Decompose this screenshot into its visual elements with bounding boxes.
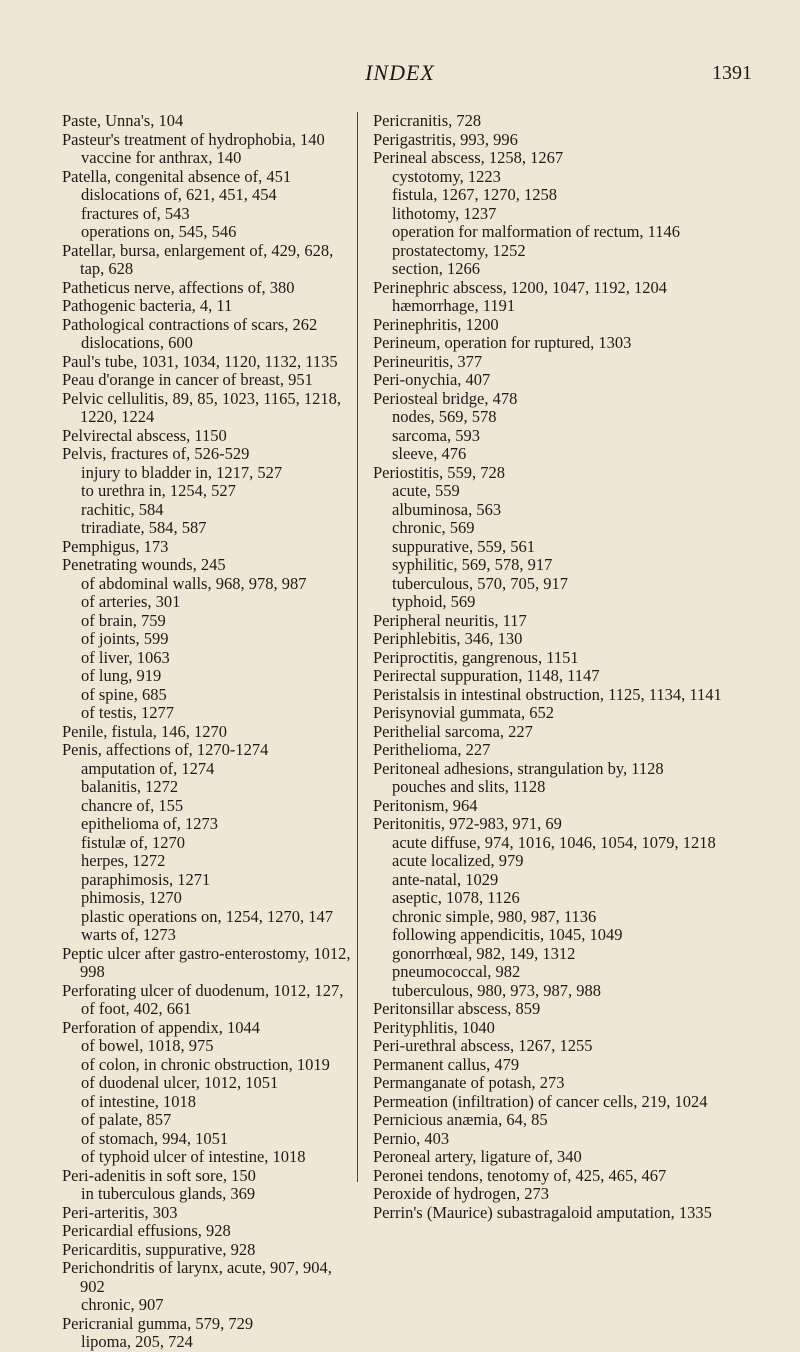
index-entry: Perisynovial gummata, 652 — [373, 703, 555, 722]
index-entry: Perichondritis of larynx, acute, 907, 904, 902 — [62, 1258, 332, 1296]
index-entry: Perforation of appendix, 1044 — [62, 1017, 260, 1037]
index-entry: Perigastritis, 993, 996 — [373, 129, 518, 149]
index-subentry: of typhoid ulcer of intestine, 1018 — [81, 1147, 306, 1166]
index-subentry: of arteries, 301 — [81, 592, 181, 611]
index-subentry: of testis, 1277 — [81, 703, 175, 722]
index-entry: Peri-urethral abscess, 1267, 1255 — [373, 1036, 593, 1055]
index-entry: Pemphigus, 173 — [62, 536, 169, 556]
index-subentry: of joints, 599 — [81, 629, 169, 648]
index-subentry: paraphimosis, 1271 — [81, 869, 211, 889]
page-header — [0, 60, 800, 90]
index-entry: Pathogenic bacteria, 4, 11 — [62, 296, 233, 315]
index-entry: Peau d'orange in cancer of breast, 951 — [62, 370, 313, 389]
index-subentry: hæmorrhage, 1191 — [392, 296, 516, 315]
index-entry: Perineal abscess, 1258, 1267 — [373, 148, 564, 167]
index-entry: Peroxide of hydrogen, 273 — [373, 1184, 549, 1203]
index-entry: Perirectal suppuration, 1148, 1147 — [373, 666, 600, 685]
index-subentry: prostatectomy, 1252 — [392, 240, 526, 260]
index-subentry: acute diffuse, 974, 1016, 1046, 1054, 1079, 1218 — [392, 832, 716, 852]
index-entry: Patellar, bursa, enlargement of, 429, 628, tap, 628 — [62, 240, 334, 278]
index-subentry: balanitis, 1272 — [81, 777, 179, 796]
index-entry: Permanganate of potash, 273 — [373, 1073, 565, 1092]
index-subentry: typhoid, 569 — [392, 592, 476, 611]
index-subentry: triradiate, 584, 587 — [81, 518, 207, 537]
index-column-left — [62, 112, 352, 1352]
index-subentry: of bowel, 1018, 975 — [81, 1036, 214, 1055]
index-entry: Peritonitis, 972-983, 971, 69 — [373, 814, 562, 833]
index-subentry: rachitic, 584 — [81, 499, 164, 519]
index-entry: Peritonsillar abscess, 859 — [373, 999, 541, 1018]
index-entry: Peroneal artery, ligature of, 340 — [373, 1147, 582, 1166]
page-title: INDEX — [365, 60, 435, 85]
index-entry: Peristalsis in intestinal obstruction, 1125, 1134, 1141 — [373, 684, 722, 704]
index-subentry: syphilitic, 569, 578, 917 — [392, 555, 553, 574]
index-entry: Penetrating wounds, 245 — [62, 555, 226, 574]
index-subentry: amputation of, 1274 — [81, 758, 215, 778]
index-subentry: fistulæ of, 1270 — [81, 832, 186, 852]
index-subentry: following appendicitis, 1045, 1049 — [392, 925, 623, 944]
index-subentry: of colon, in chronic obstruction, 1019 — [81, 1054, 330, 1074]
index-entry: Penile, fistula, 146, 1270 — [62, 721, 227, 741]
index-subentry: warts of, 1273 — [81, 925, 176, 944]
index-subentry: chronic, 907 — [81, 1295, 164, 1314]
index-subentry: operations on, 545, 546 — [81, 222, 237, 241]
index-subentry: pneumococcal, 982 — [392, 962, 521, 981]
index-entry: Perineum, operation for ruptured, 1303 — [373, 333, 632, 352]
index-subentry: of stomach, 994, 1051 — [81, 1128, 229, 1148]
index-subentry: epithelioma of, 1273 — [81, 814, 219, 833]
index-subentry: dislocations of, 621, 451, 454 — [81, 185, 277, 204]
index-subentry: nodes, 569, 578 — [392, 407, 497, 426]
index-entry: Permeation (infiltration) of cancer cells, 219, 1024 — [373, 1091, 708, 1111]
index-subentry: injury to bladder in, 1217, 527 — [81, 462, 283, 482]
index-entry: Perithelioma, 227 — [373, 740, 491, 759]
index-subentry: of brain, 759 — [81, 610, 166, 630]
index-subentry: acute localized, 979 — [392, 851, 524, 870]
index-entry: Periproctitis, gangrenous, 1151 — [373, 647, 579, 667]
page-number: 1391 — [712, 62, 752, 84]
index-entry: Patella, congenital absence of, 451 — [62, 166, 292, 186]
index-entry: Peritonism, 964 — [373, 795, 478, 815]
index-entry: Pelvirectal abscess, 1150 — [62, 425, 227, 445]
index-subentry: vaccine for anthrax, 140 — [81, 148, 242, 167]
index-entry: Peri-onychia, 407 — [373, 370, 491, 389]
index-entry: Penis, affections of, 1270-1274 — [62, 740, 269, 759]
index-entry: Perforating ulcer of duodenum, 1012, 127, — [62, 980, 344, 1000]
index-entry: Periphlebitis, 346, 130 — [373, 629, 523, 648]
index-subentry: of abdominal walls, 968, 978, 987 — [81, 573, 307, 593]
index-entry: Peritoneal adhesions, strangulation by, 1128 — [373, 758, 664, 778]
index-entry: Pernicious anæmia, 64, 85 — [373, 1110, 548, 1129]
index-entry: Periostitis, 559, 728 — [373, 462, 506, 482]
index-subentry: aseptic, 1078, 1126 — [392, 888, 520, 907]
index-entry: Peptic ulcer after gastro-enterostomy, 1012, 998 — [62, 943, 351, 981]
index-subentry: lithotomy, 1237 — [392, 203, 497, 223]
index-subentry: dislocations, 600 — [81, 333, 193, 352]
index-subentry: chronic, 569 — [392, 518, 475, 537]
index-subentry: of foot, 402, 661 — [81, 999, 192, 1018]
index-entry: Periosteal bridge, 478 — [373, 388, 518, 408]
index-entry: Pericarditis, suppurative, 928 — [62, 1239, 256, 1259]
index-subentry: section, 1266 — [392, 259, 480, 278]
index-subentry: tuberculous, 980, 973, 987, 988 — [392, 980, 601, 1000]
index-subentry: of lung, 919 — [81, 666, 162, 685]
index-subentry: tuberculous, 570, 705, 917 — [392, 573, 568, 593]
index-entry: Perinephric abscess, 1200, 1047, 1192, 1204 — [373, 277, 668, 297]
index-entry: Peronei tendons, tenotomy of, 425, 465, 467 — [373, 1165, 667, 1185]
index-entry: Pelvis, fractures of, 526-529 — [62, 444, 250, 463]
index-entry: Pasteur's treatment of hydrophobia, 140 — [62, 129, 325, 149]
index-subentry: cystotomy, 1223 — [392, 166, 501, 186]
index-column-right — [373, 112, 741, 1222]
index-entry: Paul's tube, 1031, 1034, 1120, 1132, 1135 — [62, 351, 338, 371]
index-entry: Pericranial gumma, 579, 729 — [62, 1313, 254, 1333]
index-subentry: gonorrhœal, 982, 149, 1312 — [392, 943, 576, 963]
index-entry: Perinephritis, 1200 — [373, 314, 499, 334]
index-subentry: operation for malformation of rectum, 1146 — [392, 222, 681, 241]
index-subentry: of intestine, 1018 — [81, 1091, 197, 1111]
index-entry: Paste, Unna's, 104 — [62, 111, 184, 130]
index-subentry: chancre of, 155 — [81, 795, 184, 815]
index-subentry: of spine, 685 — [81, 684, 167, 704]
index-subentry: fistula, 1267, 1270, 1258 — [392, 185, 557, 204]
index-entry: Peri-adenitis in soft sore, 150 — [62, 1165, 256, 1185]
index-subentry: of liver, 1063 — [81, 647, 170, 667]
index-subentry: sleeve, 476 — [392, 444, 467, 463]
index-entry: Perrin's (Maurice) subastragaloid amputation, 1335 — [373, 1202, 712, 1222]
index-entry: Perithelial sarcoma, 227 — [373, 721, 533, 741]
index-subentry: phimosis, 1270 — [81, 888, 182, 907]
index-subentry: plastic operations on, 1254, 1270, 147 — [81, 906, 334, 926]
index-subentry: of palate, 857 — [81, 1110, 172, 1129]
index-subentry: in tuberculous glands, 369 — [81, 1184, 256, 1203]
column-divider — [357, 112, 358, 1182]
index-entry: Pathological contractions of scars, 262 — [62, 314, 318, 334]
index-subentry: chronic simple, 980, 987, 1136 — [392, 906, 597, 926]
index-entry: Pernio, 403 — [373, 1128, 450, 1148]
index-entry: Pelvic cellulitis, 89, 85, 1023, 1165, 1218, 1220, 1224 — [62, 388, 341, 426]
index-subentry: ante-natal, 1029 — [392, 869, 499, 889]
index-subentry: albuminosa, 563 — [392, 499, 502, 519]
index-entry: Pericranitis, 728 — [373, 111, 482, 130]
index-subentry: to urethra in, 1254, 527 — [81, 481, 236, 500]
index-subentry: of duodenal ulcer, 1012, 1051 — [81, 1073, 279, 1092]
index-entry: Perityphlitis, 1040 — [373, 1017, 495, 1037]
index-subentry: acute, 559 — [392, 481, 460, 500]
index-subentry: sarcoma, 593 — [392, 425, 480, 445]
index-entry: Peri-arteritis, 303 — [62, 1202, 178, 1222]
index-subentry: suppurative, 559, 561 — [392, 536, 535, 556]
index-subentry: fractures of, 543 — [81, 203, 190, 223]
index-subentry: lipoma, 205, 724 — [81, 1332, 193, 1351]
index-entry: Pericardial effusions, 928 — [62, 1221, 231, 1240]
index-entry: Peripheral neuritis, 117 — [373, 610, 527, 630]
index-subentry: pouches and slits, 1128 — [392, 777, 546, 796]
index-entry: Permanent callus, 479 — [373, 1054, 520, 1074]
index-entry: Patheticus nerve, affections of, 380 — [62, 277, 295, 297]
index-entry: Perineuritis, 377 — [373, 351, 483, 371]
index-subentry: herpes, 1272 — [81, 851, 166, 870]
